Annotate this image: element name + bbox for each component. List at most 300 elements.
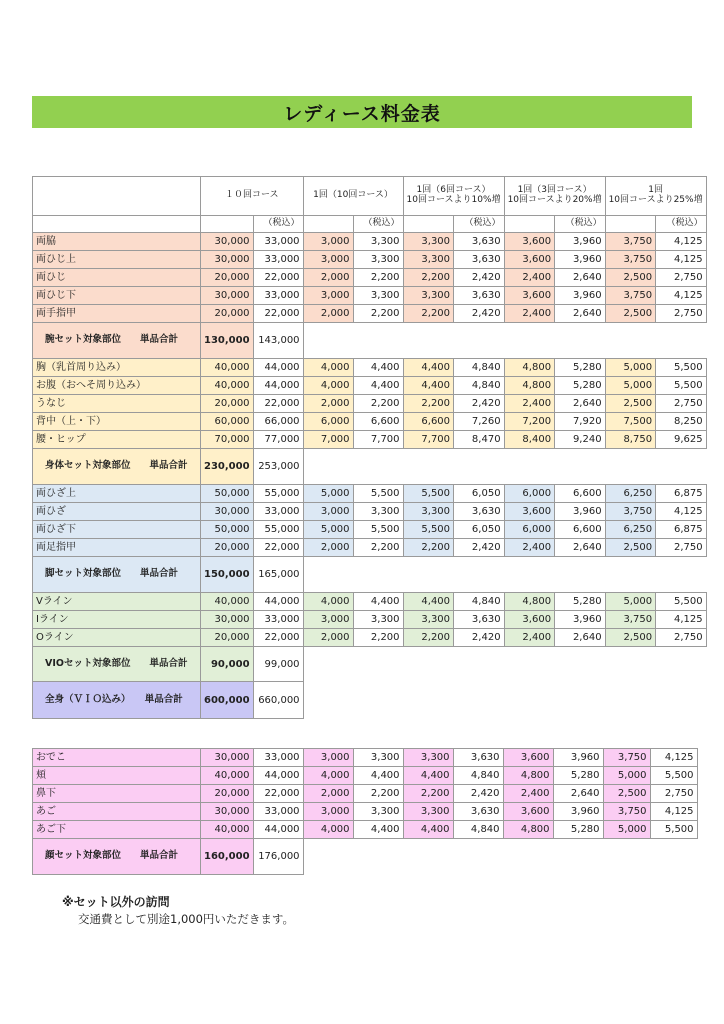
empty-space: [303, 449, 706, 485]
price-cell: 3,630: [453, 749, 503, 767]
price-cell: 3,630: [454, 287, 505, 305]
part-name: うなじ: [33, 395, 201, 413]
price-cell: 3,300: [353, 251, 403, 269]
set-total-value: 160,000: [201, 839, 254, 875]
price-cell: 2,000: [303, 785, 353, 803]
set-total-tax: 660,000: [253, 682, 303, 719]
price-cell: 9,240: [555, 431, 606, 449]
price-cell: 6,250: [605, 485, 656, 503]
price-cell: 33,000: [253, 611, 303, 629]
price-cell: 3,960: [555, 503, 606, 521]
part-name: 背中（上・下）: [33, 413, 201, 431]
price-cell: 3,600: [504, 233, 555, 251]
price-cell: 7,700: [403, 431, 454, 449]
price-cell: 2,500: [605, 305, 656, 323]
part-name: 両ひじ下: [33, 287, 201, 305]
price-cell: 3,600: [503, 803, 553, 821]
part-name: Iライン: [33, 611, 201, 629]
part-name: あご下: [33, 821, 201, 839]
price-cell: 3,300: [353, 287, 403, 305]
price-cell: 5,280: [555, 593, 606, 611]
table-row: [33, 413, 707, 431]
price-cell: 30,000: [201, 503, 254, 521]
price-cell: 2,640: [555, 269, 606, 287]
price-cell: 3,960: [555, 287, 606, 305]
price-cell: 2,420: [454, 629, 505, 647]
price-cell: 2,420: [454, 395, 505, 413]
part-name: あご: [33, 803, 201, 821]
price-cell: 2,640: [553, 785, 603, 803]
part-name: 両ひじ上: [33, 251, 201, 269]
price-cell: 2,640: [555, 395, 606, 413]
empty-space: [303, 557, 706, 593]
price-cell: 5,000: [303, 521, 353, 539]
table-row: [33, 539, 707, 557]
empty-space: [303, 839, 697, 875]
price-cell: 77,000: [253, 431, 303, 449]
table-row: [33, 767, 698, 785]
price-cell: 30,000: [201, 287, 254, 305]
price-cell: 2,200: [403, 395, 454, 413]
price-cell: 6,050: [454, 521, 505, 539]
price-cell: 5,500: [353, 521, 403, 539]
set-total-value: 90,000: [201, 647, 254, 682]
price-cell: 2,000: [303, 629, 353, 647]
price-cell: 3,300: [353, 803, 403, 821]
price-cell: 33,000: [253, 749, 303, 767]
price-cell: 3,960: [555, 233, 606, 251]
set-total-row: [33, 682, 707, 719]
price-cell: 5,000: [605, 377, 656, 395]
price-cell: 2,200: [403, 539, 454, 557]
price-cell: 4,400: [403, 377, 454, 395]
price-cell: 33,000: [253, 803, 303, 821]
set-total-label: 身体セット対象部位 単品合計: [33, 449, 201, 485]
part-name: Vライン: [33, 593, 201, 611]
header-1-in-6: [403, 177, 504, 216]
price-cell: 3,600: [504, 503, 555, 521]
price-cell: 5,280: [553, 767, 603, 785]
price-cell: 6,000: [504, 521, 555, 539]
price-cell: 4,125: [650, 749, 697, 767]
price-cell: 4,000: [303, 767, 353, 785]
price-cell: 3,300: [403, 233, 454, 251]
price-cell: 3,000: [303, 611, 353, 629]
price-cell: 7,500: [605, 413, 656, 431]
price-cell: 5,280: [555, 359, 606, 377]
price-cell: 44,000: [253, 359, 303, 377]
price-cell: 3,300: [403, 611, 454, 629]
price-cell: 8,750: [605, 431, 656, 449]
header-1-in-3-line2: 10回コースより20%増: [507, 195, 602, 205]
price-cell: 2,000: [303, 539, 353, 557]
price-cell: 5,500: [650, 767, 697, 785]
price-cell: 2,200: [353, 785, 403, 803]
price-cell: 5,280: [555, 377, 606, 395]
table-row: [33, 611, 707, 629]
price-cell: 4,125: [650, 803, 697, 821]
price-cell: 4,125: [656, 233, 707, 251]
price-cell: 30,000: [201, 611, 254, 629]
price-cell: 5,280: [553, 821, 603, 839]
header-1-in-6-line1: 1回（6回コース）: [416, 185, 491, 196]
price-cell: 20,000: [201, 269, 254, 287]
price-cell: 6,875: [656, 521, 707, 539]
price-cell: 2,750: [656, 395, 707, 413]
price-cell: 3,000: [303, 749, 353, 767]
set-total-label: VIOセット対象部位 単品合計: [33, 647, 201, 682]
price-cell: 2,400: [504, 539, 555, 557]
price-cell: 3,960: [555, 251, 606, 269]
price-cell: 6,600: [555, 521, 606, 539]
price-cell: 22,000: [253, 395, 303, 413]
price-cell: 3,960: [553, 749, 603, 767]
price-cell: 7,700: [353, 431, 403, 449]
price-cell: 8,250: [656, 413, 707, 431]
price-cell: 2,500: [603, 785, 650, 803]
price-cell: 44,000: [253, 821, 303, 839]
set-total-value: 230,000: [201, 449, 254, 485]
price-cell: 3,960: [555, 611, 606, 629]
price-cell: 50,000: [201, 485, 254, 503]
price-cell: 3,630: [454, 503, 505, 521]
note-body: 交通費として別途1,000円いただきます。: [78, 912, 295, 926]
price-cell: 3,750: [603, 803, 650, 821]
price-cell: 22,000: [253, 629, 303, 647]
table-row: [33, 269, 707, 287]
header-1-in-3-line1: 1回（3回コース）: [517, 185, 592, 196]
price-cell: 3,300: [403, 749, 453, 767]
price-cell: 2,200: [403, 629, 454, 647]
price-cell: 2,640: [555, 305, 606, 323]
price-cell: 70,000: [201, 431, 254, 449]
table-row: [33, 749, 698, 767]
price-cell: 2,400: [504, 629, 555, 647]
set-total-row: [33, 557, 707, 593]
price-cell: 2,420: [453, 785, 503, 803]
price-cell: 3,960: [553, 803, 603, 821]
price-cell: 55,000: [253, 485, 303, 503]
table-row: [33, 305, 707, 323]
price-cell: 2,200: [403, 785, 453, 803]
price-cell: 5,000: [605, 593, 656, 611]
price-cell: 2,500: [605, 629, 656, 647]
part-name: 両ひざ下: [33, 521, 201, 539]
price-cell: 4,400: [403, 359, 454, 377]
price-cell: 4,000: [303, 377, 353, 395]
price-cell: 6,000: [504, 485, 555, 503]
price-cell: 6,600: [353, 413, 403, 431]
table-row: [33, 395, 707, 413]
price-cell: 3,630: [453, 803, 503, 821]
part-name: 両ひざ上: [33, 485, 201, 503]
set-total-value: 600,000: [201, 682, 254, 719]
price-cell: 7,920: [555, 413, 606, 431]
table-row: [33, 359, 707, 377]
part-name: 鼻下: [33, 785, 201, 803]
price-cell: 2,500: [605, 539, 656, 557]
tax-label: （税込）: [353, 216, 403, 233]
price-cell: 4,000: [303, 359, 353, 377]
price-cell: 4,400: [403, 821, 453, 839]
price-cell: 50,000: [201, 521, 254, 539]
set-total-label: 顔セット対象部位 単品合計: [33, 839, 201, 875]
set-total-row: [33, 323, 707, 359]
price-cell: 3,300: [353, 233, 403, 251]
price-table: [32, 176, 707, 719]
header-blank: [33, 177, 201, 216]
table-row: [33, 233, 707, 251]
price-cell: 2,640: [555, 629, 606, 647]
price-cell: 5,500: [650, 821, 697, 839]
price-cell: 2,200: [403, 305, 454, 323]
price-cell: 4,800: [503, 767, 553, 785]
price-cell: 44,000: [253, 593, 303, 611]
price-cell: 2,200: [353, 629, 403, 647]
price-cell: 5,000: [303, 485, 353, 503]
price-cell: 3,600: [504, 611, 555, 629]
price-cell: 5,500: [403, 485, 454, 503]
price-cell: 3,750: [605, 611, 656, 629]
price-cell: 4,400: [353, 767, 403, 785]
price-cell: 2,500: [605, 395, 656, 413]
price-cell: 4,840: [454, 593, 505, 611]
tax-blank: [33, 216, 201, 233]
price-cell: 20,000: [201, 395, 254, 413]
tax-label: （税込）: [253, 216, 303, 233]
price-cell: 2,200: [353, 539, 403, 557]
price-cell: 40,000: [201, 359, 254, 377]
price-cell: 5,500: [656, 359, 707, 377]
page-title: レディース料金表: [32, 96, 692, 128]
price-cell: 20,000: [201, 629, 254, 647]
price-cell: 3,000: [303, 287, 353, 305]
price-cell: 5,000: [603, 767, 650, 785]
price-cell: 2,400: [503, 785, 553, 803]
price-cell: 4,125: [656, 251, 707, 269]
table-row: [33, 251, 707, 269]
tax-blank: [504, 216, 555, 233]
set-total-row: [33, 839, 698, 875]
price-cell: 3,300: [353, 611, 403, 629]
price-cell: 4,400: [403, 767, 453, 785]
price-cell: 6,250: [605, 521, 656, 539]
face-price-table: [32, 748, 698, 875]
price-cell: 4,125: [656, 503, 707, 521]
price-cell: 3,600: [504, 287, 555, 305]
table-row: [33, 503, 707, 521]
price-cell: 55,000: [253, 521, 303, 539]
price-cell: 8,470: [454, 431, 505, 449]
price-cell: 4,000: [303, 593, 353, 611]
table-row: [33, 485, 707, 503]
price-cell: 3,750: [603, 749, 650, 767]
price-cell: 33,000: [253, 287, 303, 305]
price-cell: 5,500: [656, 377, 707, 395]
price-cell: 22,000: [253, 269, 303, 287]
price-cell: 3,630: [454, 233, 505, 251]
price-cell: 2,640: [555, 539, 606, 557]
price-cell: 22,000: [253, 539, 303, 557]
tax-label: （税込）: [555, 216, 606, 233]
set-total-row: [33, 647, 707, 682]
price-cell: 5,000: [603, 821, 650, 839]
price-cell: 4,000: [303, 821, 353, 839]
header-10-course: １０回コース: [201, 177, 304, 216]
price-cell: 3,750: [605, 287, 656, 305]
price-cell: 40,000: [201, 767, 254, 785]
set-total-tax: 176,000: [253, 839, 303, 875]
header-1-in-10: 1回（10回コース）: [303, 177, 403, 216]
set-total-tax: 165,000: [253, 557, 303, 593]
part-name: 両足指甲: [33, 539, 201, 557]
price-cell: 3,630: [454, 611, 505, 629]
price-cell: 60,000: [201, 413, 254, 431]
set-total-label: 全身（ＶＩＯ込み） 単品合計: [33, 682, 201, 719]
note-title: ※セット以外の訪問: [62, 895, 170, 909]
price-cell: 33,000: [253, 503, 303, 521]
price-cell: 22,000: [253, 305, 303, 323]
price-cell: 2,750: [656, 305, 707, 323]
table-row: [33, 785, 698, 803]
header-single: [605, 177, 706, 216]
price-cell: 3,300: [353, 749, 403, 767]
empty-space: [303, 647, 706, 682]
price-cell: 30,000: [201, 803, 254, 821]
price-cell: 5,500: [353, 485, 403, 503]
price-cell: 2,750: [656, 539, 707, 557]
price-cell: 6,875: [656, 485, 707, 503]
price-cell: 6,600: [555, 485, 606, 503]
part-name: おでこ: [33, 749, 201, 767]
price-cell: 2,200: [353, 269, 403, 287]
price-cell: 30,000: [201, 233, 254, 251]
tax-blank: [605, 216, 656, 233]
header-1-in-3: [504, 177, 605, 216]
table-row: [33, 821, 698, 839]
part-name: 胸（乳首周り込み）: [33, 359, 201, 377]
price-cell: 4,840: [454, 377, 505, 395]
price-cell: 6,000: [303, 413, 353, 431]
part-name: 腰・ヒップ: [33, 431, 201, 449]
set-total-value: 150,000: [201, 557, 254, 593]
price-cell: 4,400: [353, 821, 403, 839]
price-cell: 3,000: [303, 503, 353, 521]
tax-blank: [403, 216, 454, 233]
price-cell: 6,600: [403, 413, 454, 431]
price-cell: 40,000: [201, 821, 254, 839]
price-cell: 3,300: [403, 803, 453, 821]
price-cell: 3,750: [605, 233, 656, 251]
price-cell: 2,400: [504, 305, 555, 323]
part-name: 両ひざ: [33, 503, 201, 521]
tax-blank: [303, 216, 353, 233]
price-cell: 4,400: [353, 593, 403, 611]
price-cell: 66,000: [253, 413, 303, 431]
price-cell: 8,400: [504, 431, 555, 449]
price-cell: 3,000: [303, 803, 353, 821]
price-cell: 4,400: [353, 377, 403, 395]
price-cell: 6,050: [454, 485, 505, 503]
price-cell: 4,840: [453, 821, 503, 839]
price-cell: 33,000: [253, 233, 303, 251]
price-cell: 2,000: [303, 395, 353, 413]
price-cell: 3,000: [303, 233, 353, 251]
price-cell: 4,800: [504, 359, 555, 377]
part-name: お腹（おへそ周り込み）: [33, 377, 201, 395]
price-cell: 4,400: [403, 593, 454, 611]
price-cell: 3,300: [353, 503, 403, 521]
price-cell: 44,000: [253, 377, 303, 395]
table-row: [33, 803, 698, 821]
price-cell: 4,800: [504, 377, 555, 395]
tax-label: （税込）: [656, 216, 707, 233]
price-cell: 5,000: [605, 359, 656, 377]
price-cell: 2,420: [454, 269, 505, 287]
price-cell: 2,400: [504, 395, 555, 413]
price-cell: 30,000: [201, 749, 254, 767]
part-name: 両手指甲: [33, 305, 201, 323]
price-cell: 33,000: [253, 251, 303, 269]
tax-label: （税込）: [454, 216, 505, 233]
table-row: [33, 593, 707, 611]
header-single-line1: 1回: [648, 185, 663, 196]
price-cell: 3,300: [403, 503, 454, 521]
price-cell: 3,600: [503, 749, 553, 767]
price-cell: 20,000: [201, 539, 254, 557]
price-cell: 3,000: [303, 251, 353, 269]
price-cell: 4,840: [453, 767, 503, 785]
set-total-row: [33, 449, 707, 485]
price-cell: 7,000: [303, 431, 353, 449]
price-cell: 3,750: [605, 503, 656, 521]
price-cell: 2,200: [353, 395, 403, 413]
price-cell: 2,750: [656, 269, 707, 287]
price-cell: 2,420: [454, 305, 505, 323]
price-cell: 2,200: [353, 305, 403, 323]
table-row: [33, 287, 707, 305]
price-cell: 5,500: [656, 593, 707, 611]
price-cell: 4,800: [503, 821, 553, 839]
part-name: 両脇: [33, 233, 201, 251]
tax-label-row: [33, 216, 707, 233]
set-total-label: 脚セット対象部位 単品合計: [33, 557, 201, 593]
price-cell: 3,300: [403, 251, 454, 269]
price-cell: 7,200: [504, 413, 555, 431]
price-cell: 4,125: [656, 611, 707, 629]
price-cell: 2,750: [656, 629, 707, 647]
table-row: [33, 431, 707, 449]
price-cell: 3,600: [504, 251, 555, 269]
table-row: [33, 629, 707, 647]
part-name: Oライン: [33, 629, 201, 647]
price-cell: 40,000: [201, 593, 254, 611]
header-single-line2: 10回コースより25%増: [608, 195, 703, 205]
empty-space: [303, 323, 706, 359]
price-cell: 2,750: [650, 785, 697, 803]
price-cell: 2,000: [303, 269, 353, 287]
empty-space: [303, 682, 706, 719]
price-cell: 2,400: [504, 269, 555, 287]
tax-blank: [201, 216, 254, 233]
price-cell: 5,500: [403, 521, 454, 539]
set-total-tax: 143,000: [253, 323, 303, 359]
set-total-label: 腕セット対象部位 単品合計: [33, 323, 201, 359]
table-header-row: [33, 177, 707, 216]
price-cell: 40,000: [201, 377, 254, 395]
price-cell: 2,200: [403, 269, 454, 287]
price-cell: 9,625: [656, 431, 707, 449]
